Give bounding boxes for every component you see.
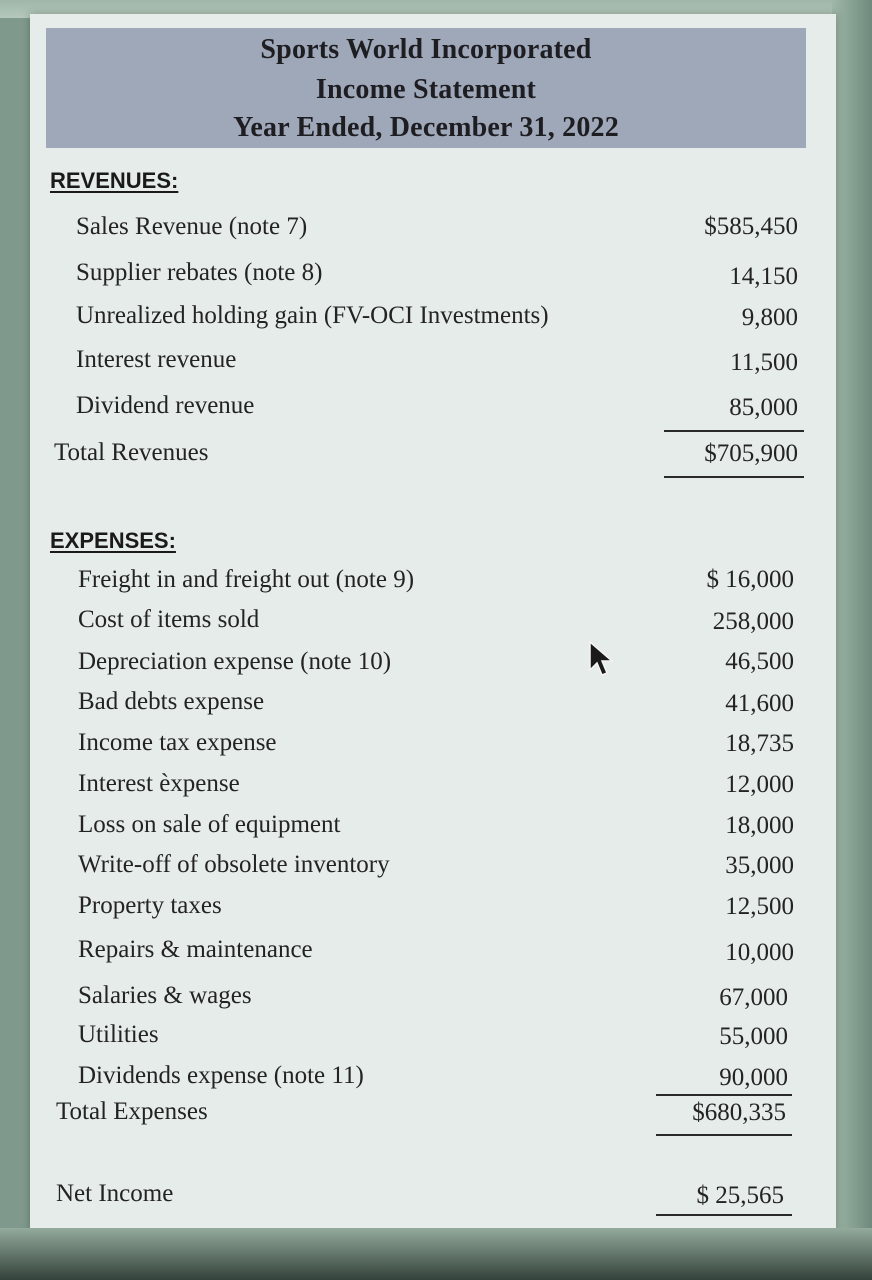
revenues-heading: REVENUES: <box>50 168 179 193</box>
photo-frame-bottom <box>0 1228 872 1280</box>
expense-row-label: Cost of items sold <box>78 606 260 633</box>
photo-frame-right <box>832 0 872 1280</box>
statement-title: Income Statement <box>315 74 537 105</box>
expense-row-value: 46,500 <box>725 648 794 675</box>
total-expenses-label: Total Expenses <box>56 1098 208 1125</box>
expense-row-value: 35,000 <box>725 852 794 879</box>
expense-row-label: Income tax expense <box>78 729 277 756</box>
mouse-pointer-icon <box>588 640 616 680</box>
expense-row-value: 10,000 <box>725 939 794 966</box>
company-name: Sports World Incorporated <box>260 34 592 65</box>
expense-row-value: 55,000 <box>719 1023 788 1050</box>
revenue-row-value: $585,450 <box>704 213 798 240</box>
expense-row-label: Salaries & wages <box>78 982 252 1009</box>
expense-row-label: Bad debts expense <box>78 688 265 715</box>
revenue-row-label: Dividend revenue <box>76 392 255 419</box>
expense-row-value: 258,000 <box>712 608 794 635</box>
expense-row-value: 90,000 <box>719 1064 788 1091</box>
net-income-rule <box>656 1214 792 1216</box>
expense-row-value: 18,000 <box>725 812 794 839</box>
revenue-row-value: 9,800 <box>741 304 798 331</box>
expense-row-label: Dividends expense (note 11) <box>78 1062 364 1089</box>
subtotal-rule <box>664 430 804 432</box>
total-revenues-label: Total Revenues <box>54 439 209 466</box>
expense-row-value: 12,000 <box>725 771 794 798</box>
total-rule <box>656 1134 792 1136</box>
expense-row-value: 18,735 <box>725 730 794 757</box>
statement-period: Year Ended, December 31, 2022 <box>233 112 619 143</box>
expense-row-label: Repairs & maintenance <box>78 936 313 963</box>
expense-row-label: Loss on sale of equipment <box>78 811 341 838</box>
expense-row-label: Freight in and freight out (note 9) <box>78 566 415 593</box>
statement-header <box>46 28 806 148</box>
revenue-row-value: 85,000 <box>729 394 798 421</box>
expense-row-label: Utilities <box>78 1021 159 1048</box>
total-expenses-value: $680,335 <box>692 1099 786 1126</box>
revenue-row-label: Supplier rebates (note 8) <box>76 259 323 286</box>
expense-row-label: Interest èxpense <box>78 770 240 797</box>
expense-row-value: 67,000 <box>719 984 788 1011</box>
expense-row-label: Depreciation expense (note 10) <box>78 648 392 675</box>
net-income-value: $ 25,565 <box>696 1182 784 1209</box>
expense-row-label: Write-off of obsolete inventory <box>78 851 390 878</box>
revenue-row-value: 14,150 <box>729 263 798 290</box>
revenue-row-label: Interest revenue <box>76 346 237 373</box>
total-revenues-value: $705,900 <box>704 440 798 467</box>
total-rule <box>664 476 804 478</box>
expense-row-value: 41,600 <box>725 690 794 717</box>
revenue-row-label: Unrealized holding gain (FV-OCI Investments) <box>76 302 549 329</box>
revenue-row-value: 11,500 <box>730 349 798 376</box>
revenue-row-label: Sales Revenue (note 7) <box>76 213 308 240</box>
expense-row-label: Property taxes <box>78 892 222 919</box>
net-income-label: Net Income <box>56 1180 174 1207</box>
expenses-heading: EXPENSES: <box>50 528 176 553</box>
expense-row-value: 12,500 <box>725 893 794 920</box>
subtotal-rule <box>656 1094 792 1096</box>
expense-row-value: $ 16,000 <box>706 566 794 593</box>
